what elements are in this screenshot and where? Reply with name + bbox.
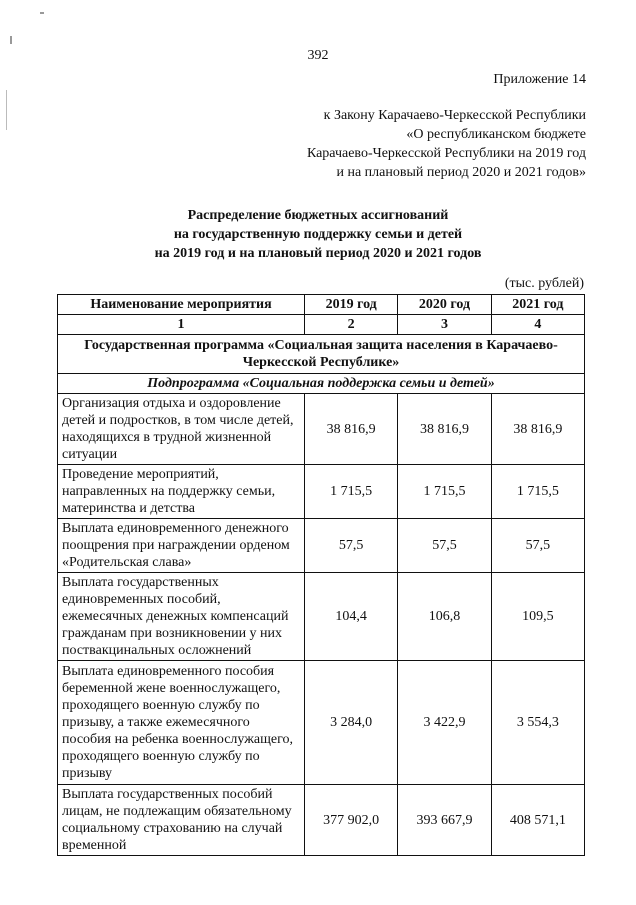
measure-name: Выплата единовременного пособия беременной жене военнослужащего, проходящего военную службу по призыву, а также ежемесячного пособия на ребенка военнослужащего, проходящего военную службу по призыву [58, 661, 305, 785]
table-row [58, 465, 585, 519]
value-2021: 109,5 [491, 573, 584, 661]
value-2019: 377 902,0 [305, 785, 398, 856]
index-cell: 2 [305, 315, 398, 335]
index-cell: 1 [58, 315, 305, 335]
measure-name: Организация отдыха и оздоровление детей и подростков, в том числе детей, находящихся в трудной жизненной ситуации [58, 394, 305, 465]
scan-mark-top [40, 12, 44, 14]
law-reference [307, 106, 586, 182]
value-2021: 1 715,5 [491, 465, 584, 519]
appendix-label: Приложение 14 [493, 72, 586, 87]
budget-table [57, 294, 585, 856]
measure-name: Проведение мероприятий, направленных на поддержку семьи, материнства и детства [58, 465, 305, 519]
value-2019: 104,4 [305, 573, 398, 661]
index-cell: 3 [398, 315, 491, 335]
header-name: Наименование мероприятия [58, 295, 305, 315]
table-row [58, 661, 585, 785]
value-2020: 393 667,9 [398, 785, 491, 856]
table-row [58, 785, 585, 856]
law-line: «О республиканском бюджете [406, 127, 586, 142]
table-row [58, 394, 585, 465]
scan-mark-edge [6, 90, 7, 130]
value-2020: 106,8 [398, 573, 491, 661]
value-2020: 1 715,5 [398, 465, 491, 519]
value-2020: 38 816,9 [398, 394, 491, 465]
value-2021: 408 571,1 [491, 785, 584, 856]
program-title: Государственная программа «Социальная защита населения в Карачаево-Черкесской Республике» [58, 335, 585, 374]
header-2020: 2020 год [398, 295, 491, 315]
index-row [58, 315, 585, 335]
title-line: Распределение бюджетных ассигнований [187, 208, 449, 223]
header-2021: 2021 год [491, 295, 584, 315]
measure-name: Выплата государственных пособий лицам, не подлежащим обязательному социальному страхованию на случай временной [58, 785, 305, 856]
value-2020: 3 422,9 [398, 661, 491, 785]
law-line: и на плановый период 2020 и 2021 годов» [336, 165, 586, 180]
page-number: 392 [307, 48, 329, 63]
document-title [0, 206, 636, 263]
value-2021: 57,5 [491, 519, 584, 573]
title-line: на государственную поддержку семьи и детей [173, 227, 463, 242]
law-line: к Закону Карачаево-Черкесской Республики [323, 108, 586, 123]
value-2019: 1 715,5 [305, 465, 398, 519]
header-2019: 2019 год [305, 295, 398, 315]
header-row [58, 295, 585, 315]
law-line: Карачаево-Черкесской Республики на 2019 год [306, 146, 586, 161]
value-2019: 3 284,0 [305, 661, 398, 785]
value-2020: 57,5 [398, 519, 491, 573]
value-2021: 38 816,9 [491, 394, 584, 465]
subprogram-row [58, 374, 585, 394]
subprogram-title: Подпрограмма «Социальная поддержка семьи и детей» [58, 374, 585, 394]
value-2021: 3 554,3 [491, 661, 584, 785]
index-cell: 4 [491, 315, 584, 335]
scan-mark-left [10, 36, 12, 44]
program-row [58, 335, 585, 374]
value-2019: 38 816,9 [305, 394, 398, 465]
units-label: (тыс. рублей) [504, 276, 584, 291]
measure-name: Выплата государственных единовременных пособий, ежемесячных денежных компенсаций гражданам при возникновении у них поствакцинальных осложнений [58, 573, 305, 661]
table-row [58, 519, 585, 573]
table-row [58, 573, 585, 661]
value-2019: 57,5 [305, 519, 398, 573]
title-line: на 2019 год и на плановый период 2020 и 2021 годов [154, 246, 482, 261]
measure-name: Выплата единовременного денежного поощрения при награждении орденом «Родительская слава» [58, 519, 305, 573]
